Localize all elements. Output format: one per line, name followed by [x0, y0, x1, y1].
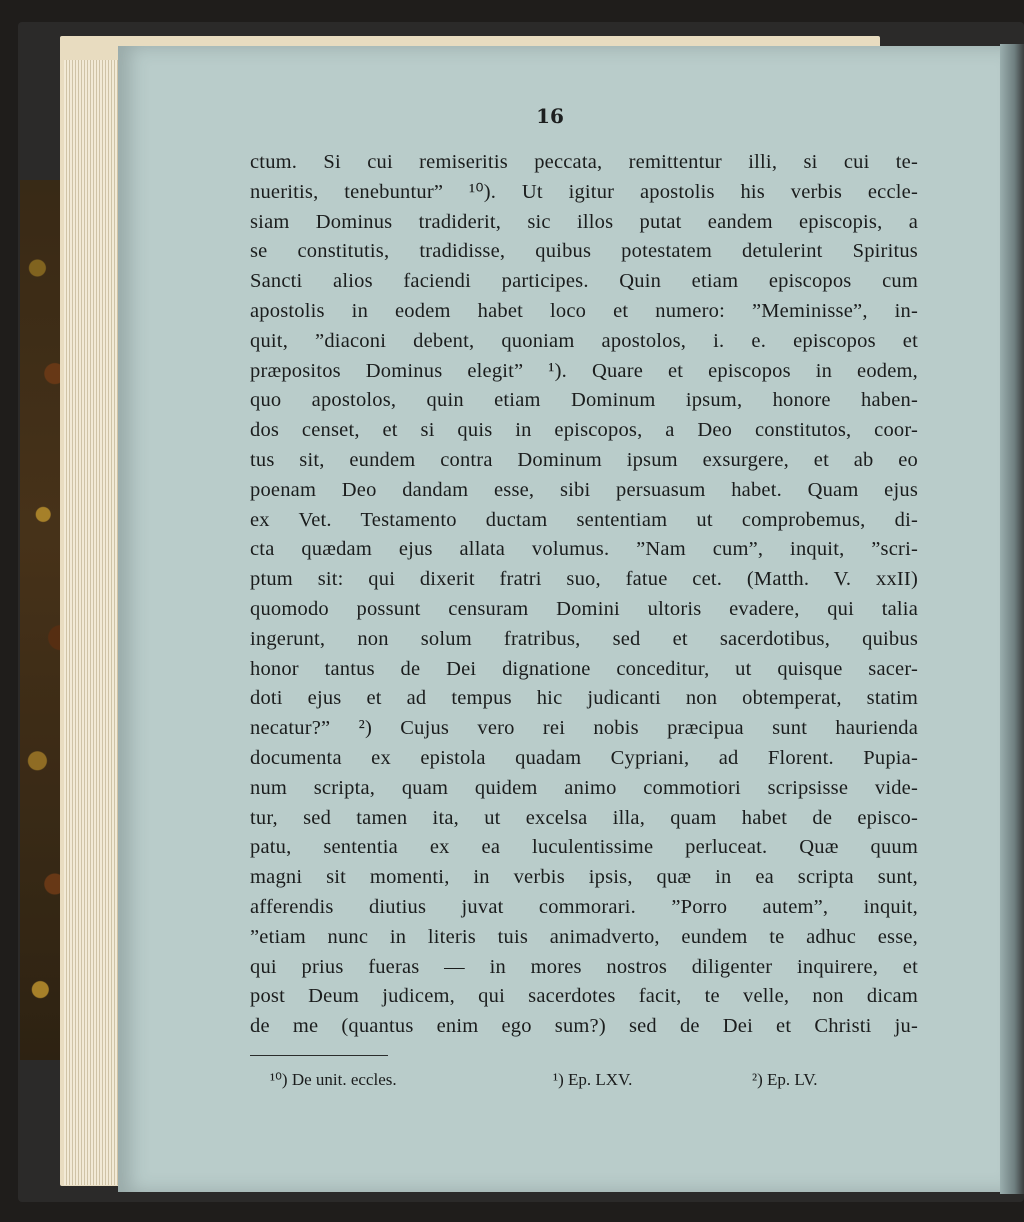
text-line: necatur?” ²) Cujus vero rei nobis præcipua sunt haurienda — [250, 717, 918, 740]
text-line: ingerunt, non solum fratribus, sed et sacerdotibus, quibus — [250, 627, 918, 650]
text-line: ”etiam nunc in literis tuis animadverto, eundem te adhuc esse, — [250, 925, 918, 948]
text-line: magni sit momenti, in verbis ipsis, quæ in ea scripta sunt, — [250, 866, 918, 889]
text-line: num scripta, quam quidem animo commotiori scripsisse vide- — [250, 776, 918, 799]
text-line: tur, sed tamen ita, ut excelsa illa, quam habet de episco- — [250, 806, 918, 829]
text-line: ctum. Si cui remiseritis peccata, remittentur illi, si cui te- — [250, 151, 918, 173]
footnote-rule — [250, 1055, 388, 1056]
text-line: doti ejus et ad tempus hic judicanti non obtemperat, statim — [250, 687, 918, 710]
text-line: apostolis in eodem habet loco et numero: ”Meminisse”, in- — [250, 299, 918, 322]
text-line: de me (quantus enim ego sum?) sed de Dei et Christi ju- — [250, 1015, 918, 1038]
body-text — [250, 148, 918, 1042]
page-right-edge — [1000, 44, 1024, 1194]
text-line: Sancti alios faciendi participes. Quin etiam episcopos cum — [250, 270, 918, 293]
text-line: qui prius fueras — in mores nostros diligenter inquirere, et — [250, 955, 918, 978]
text-line: post Deum judicem, qui sacerdotes facit, te velle, non dicam — [250, 985, 918, 1008]
text-line: quit, ”diaconi debent, quoniam apostolos, i. e. episcopos et — [250, 329, 918, 352]
text-line: quomodo possunt censuram Domini ultoris evadere, qui talia — [250, 597, 918, 620]
text-line: tus sit, eundem contra Dominum ipsum exsurgere, et ab eo — [250, 448, 918, 471]
footnote-10: ¹⁰) De unit. eccles. — [270, 1070, 397, 1089]
page-stack-edges — [64, 60, 122, 1185]
text-line: nueritis, tenebuntur” ¹⁰). Ut igitur apostolis his verbis eccle- — [250, 180, 918, 203]
text-line: patu, sententia ex ea luculentissime perluceat. Quæ quum — [250, 836, 918, 859]
text-line: quo apostolos, quin etiam Dominum ipsum, honore haben- — [250, 389, 918, 412]
text-line: cta quædam ejus allata volumus. ”Nam cum”, inquit, ”scri- — [250, 538, 918, 561]
footnote-1: ¹) Ep. LXV. — [553, 1070, 633, 1089]
footnote-2: ²) Ep. LV. — [752, 1070, 818, 1089]
text-line: se constitutis, tradidisse, quibus potestatem detulerint Spiritus — [250, 240, 918, 263]
text-line: dos censet, et si quis in episcopos, a Deo constitutos, coor- — [250, 419, 918, 442]
page-number: 16 — [536, 104, 564, 128]
text-line: afferendis diutius juvat commorari. ”Porro autem”, inquit, — [250, 895, 918, 918]
text-line: honor tantus de Dei dignatione conceditur, ut quisque sacer- — [250, 657, 918, 680]
text-line: siam Dominus tradiderit, sic illos putat eandem episcopis, a — [250, 210, 918, 233]
text-line: documenta ex epistola quadam Cypriani, ad Florent. Pupia- — [250, 746, 918, 769]
text-line: ex Vet. Testamento ductam sententiam ut comprobemus, di- — [250, 508, 918, 531]
text-line: ptum sit: qui dixerit fratri suo, fatue cet. (Matth. V. xxII) — [250, 568, 918, 591]
text-line: poenam Deo dandam esse, sibi persuasum habet. Quam ejus — [250, 478, 918, 501]
text-line: præpositos Dominus elegit” ¹). Quare et episcopos in eodem, — [250, 359, 918, 382]
